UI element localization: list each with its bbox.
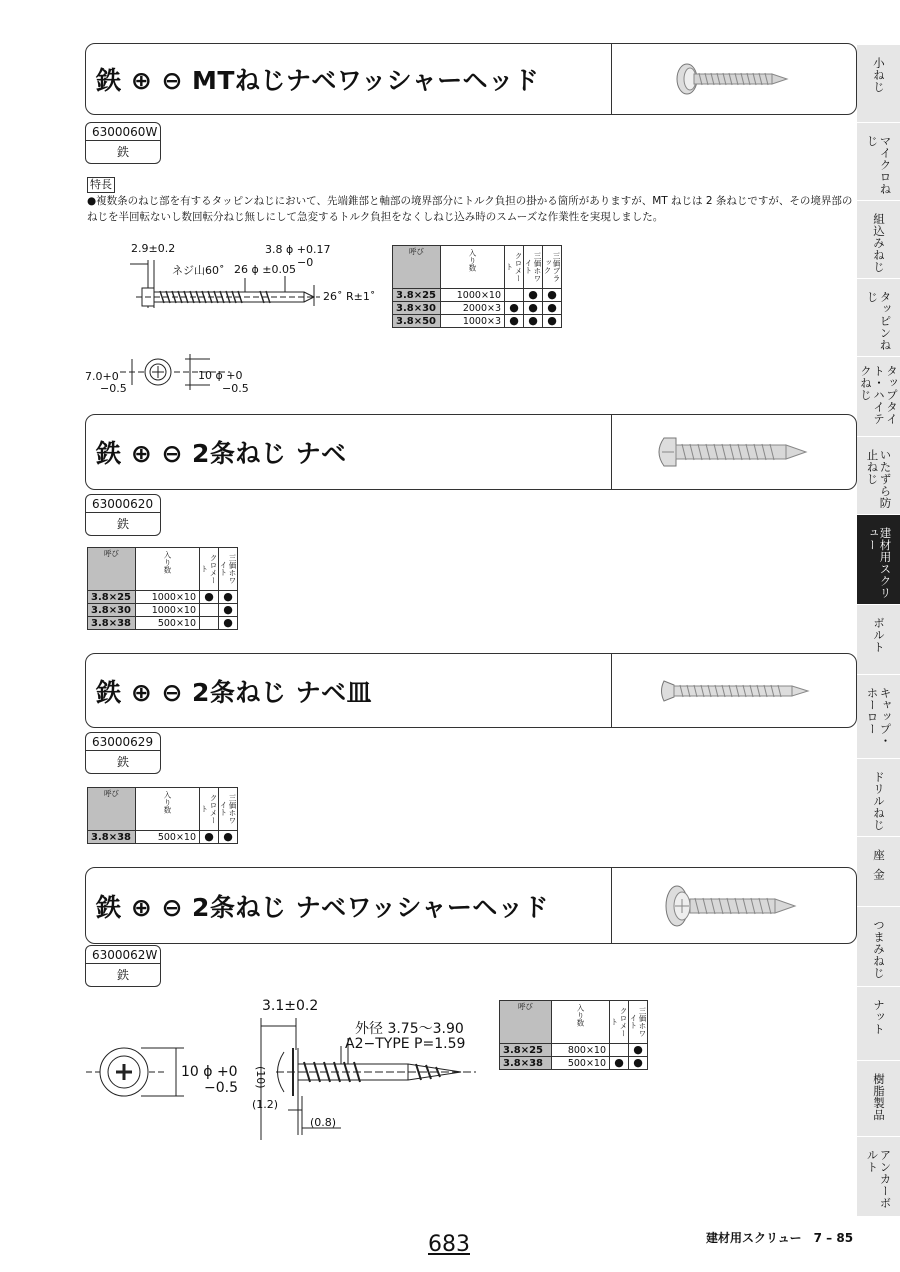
product-code-box-3 xyxy=(85,732,161,774)
dim-washer-dia-tol: −0.5 xyxy=(222,382,249,395)
footer-section-label: 建材用スクリュー 7 – 85 xyxy=(706,1231,854,1245)
product-code: 63000620 xyxy=(86,495,160,513)
section-header-3 xyxy=(85,653,857,728)
dim-gap: (0.8) xyxy=(310,1116,337,1129)
header-chromate: クロメート xyxy=(610,1001,629,1044)
header-white: 三価ホワイト xyxy=(524,246,543,289)
section-title: 鉄 ⊕ ⊖ 2条ねじ ナベ xyxy=(96,439,347,468)
dim-major-dia-tol: −0 xyxy=(297,256,314,269)
product-code-box-1 xyxy=(85,122,161,164)
product-code: 6300060W xyxy=(86,123,160,141)
table-row: 3.8×38 500×10 ● ● xyxy=(88,831,238,844)
header-qty: 入り数 xyxy=(441,246,505,289)
tab-nut[interactable]: ナット xyxy=(857,987,900,1061)
header-size: 呼び xyxy=(500,1001,552,1044)
dim-major-dia: 3.8 ϕ +0.17 xyxy=(265,243,331,256)
section-title: 鉄 ⊕ ⊖ 2条ねじ ナベワッシャーヘッド xyxy=(96,892,549,922)
table-row: 3.8×38 500×10 ● xyxy=(88,617,238,630)
product-code-box-4 xyxy=(85,945,161,987)
dim-tip-angle: 26˚ R±1˚ xyxy=(323,290,376,303)
section-header-4 xyxy=(85,867,857,944)
table-row: 3.8×50 1000×3 ● ● ● xyxy=(393,315,562,328)
section-title: 鉄 ⊕ ⊖ MTねじナベワッシャーヘッド xyxy=(96,66,540,95)
dim-head-height: 3.1±0.2 xyxy=(262,998,319,1014)
dim-head-dia: 7.0+0 xyxy=(85,370,119,383)
tab-anchor-bolt[interactable]: アンカーボルト xyxy=(857,1137,900,1217)
material: 鉄 xyxy=(116,517,129,531)
tab-tsumami-neji[interactable]: つまみねじ xyxy=(857,907,900,987)
tab-jushi-seihin[interactable]: 樹脂製品 xyxy=(857,1061,900,1137)
tab-taptite[interactable]: タップタイト・ハイテクねじ xyxy=(857,357,900,437)
header-white: 三価ホワイト xyxy=(219,788,238,831)
dim-washer-dia-tol: −0.5 xyxy=(204,1080,238,1096)
screw-image xyxy=(611,44,856,114)
screw-image xyxy=(611,415,856,489)
page-number: 683 xyxy=(428,1232,470,1257)
material: 鉄 xyxy=(116,145,129,159)
header-qty: 入り数 xyxy=(136,548,200,591)
tab-ko-neji[interactable]: 小ねじ xyxy=(857,45,900,123)
tab-zagane[interactable]: 座金 xyxy=(857,837,900,907)
dim-minor-dia: 26 ϕ ±0.05 xyxy=(234,263,296,276)
header-chromate: クロメート xyxy=(200,788,219,831)
tab-drill-neji[interactable]: ドリルねじ xyxy=(857,759,900,837)
spec-table-4 xyxy=(499,1000,648,1070)
dim-shank: (10) xyxy=(254,1066,267,1089)
material: 鉄 xyxy=(116,968,129,982)
tab-bolt[interactable]: ボルト xyxy=(857,605,900,675)
product-code: 63000629 xyxy=(86,733,160,751)
section-header-1 xyxy=(85,43,857,115)
header-black: 三価ブラック xyxy=(543,246,562,289)
dim-head-dia-tol: −0.5 xyxy=(100,382,127,395)
features-text: ●複数条のねじ部を有するタッピンねじにおいて、先端錐部と軸部の境界部分にトルク負担の掛かる箇所がありますが、MT ねじは 2 条ねじですが、その境界部のねじを半回転ないし数回転分ねじ無しにして急変するトルク負担をなくしねじ込み時のスムーズな作業性を実現しました。 xyxy=(87,195,853,223)
table-row: 3.8×30 2000×3 ● ● ● xyxy=(393,302,562,315)
product-code: 6300062W xyxy=(86,946,160,964)
dim-washer-dia: 10 ϕ +0 xyxy=(181,1064,238,1080)
screw-image xyxy=(611,868,856,943)
dim-washer-dia: 10 ϕ +0 xyxy=(198,369,243,382)
tab-cap-horo[interactable]: キャップ・ホーロー xyxy=(857,675,900,759)
header-size: 呼び xyxy=(393,246,441,289)
tab-micro-neji[interactable]: マイクロねじ xyxy=(857,123,900,201)
header-white: 三価ホワイト xyxy=(219,548,238,591)
table-row: 3.8×25 1000×10 ● ● xyxy=(88,591,238,604)
dim-head-height: 2.9±0.2 xyxy=(131,242,176,255)
header-qty: 入り数 xyxy=(552,1001,610,1044)
spec-table-2 xyxy=(87,547,238,630)
header-qty: 入り数 xyxy=(136,788,200,831)
material: 鉄 xyxy=(116,755,129,769)
spec-table-1 xyxy=(392,245,562,328)
header-chromate: クロメート xyxy=(200,548,219,591)
dim-thread-angle: ネジ山60˚ xyxy=(172,264,225,277)
tab-kumikomi-neji[interactable]: 組込みねじ xyxy=(857,201,900,279)
features-label: 特長 xyxy=(87,177,115,193)
header-size: 呼び xyxy=(88,548,136,591)
tab-kenzai-screw[interactable]: 建材用スクリュー xyxy=(857,515,900,605)
screw-image xyxy=(611,654,856,727)
table-row: 3.8×25 1000×10 ● ● xyxy=(393,289,562,302)
table-row: 3.8×38 500×10 ● ● xyxy=(500,1057,648,1070)
tab-itazura-boshi[interactable]: いたずら防止ねじ xyxy=(857,437,900,515)
table-row: 3.8×25 800×10 ● xyxy=(500,1044,648,1057)
dim-thread-type: A2−TYPE P=1.59 xyxy=(345,1036,466,1052)
section-header-2 xyxy=(85,414,857,490)
header-white: 三価ホワイト xyxy=(629,1001,648,1044)
sidebar-tabs xyxy=(857,45,900,1217)
tab-tapping-neji[interactable]: タッピンねじ xyxy=(857,279,900,357)
section-title: 鉄 ⊕ ⊖ 2条ねじ ナベ皿 xyxy=(96,677,373,707)
product-code-box-2 xyxy=(85,494,161,536)
spec-table-3 xyxy=(87,787,238,844)
table-row: 3.8×30 1000×10 ● xyxy=(88,604,238,617)
header-chromate: クロメート xyxy=(505,246,524,289)
header-size: 呼び xyxy=(88,788,136,831)
dim-washer-thickness: (1.2) xyxy=(252,1098,279,1111)
dim-outer-dia: 外径 3.75～3.90 xyxy=(355,1021,464,1037)
